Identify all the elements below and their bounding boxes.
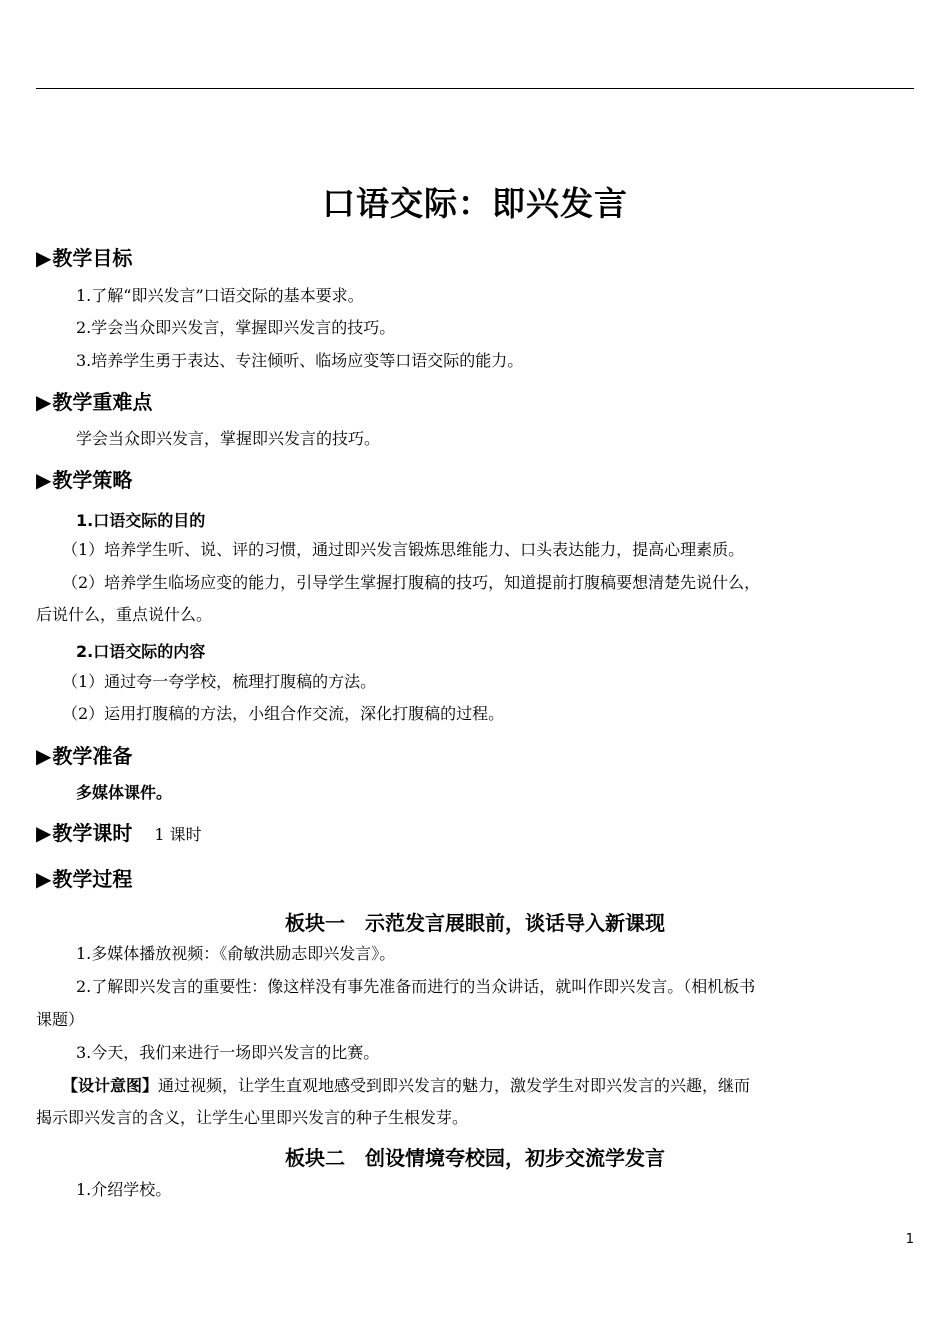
strategy-purpose-1: （1）培养学生听、说、评的习惯，通过即兴发言锻炼思维能力、口头表达能力，提高心理素质。	[62, 540, 745, 559]
heading-teaching-goals	[36, 242, 132, 271]
heading-key-points	[36, 386, 152, 415]
strategy-sub-heading-2: 2.口语交际的内容	[76, 642, 206, 661]
design-intent-text: 通过视频，让学生直观地感受到即兴发言的魅力，激发学生对即兴发言的兴趣，继而	[158, 1076, 751, 1095]
block1-line-3: 3.今天，我们来进行一场即兴发言的比赛。	[76, 1043, 380, 1062]
block1-line-2-cont: 课题）	[36, 1010, 85, 1029]
header-rule	[36, 88, 914, 89]
strategy-purpose-2: （2）培养学生临场应变的能力，引导学生掌握打腹稿的技巧，知道提前打腹稿要想清楚先说什么，	[62, 573, 761, 592]
page-number: 1	[905, 1232, 914, 1247]
block2-line-1: 1.介绍学校。	[76, 1180, 172, 1199]
triangle-marker-icon: ▶	[36, 867, 52, 891]
design-intent-line-2: 揭示即兴发言的含义，让学生心里即兴发言的种子生根发芽。	[36, 1108, 469, 1127]
triangle-marker-icon: ▶	[36, 246, 52, 270]
strategy-sub-heading-1: 1.口语交际的目的	[76, 511, 206, 530]
section-title-block-2: 板块二 创设情境夸校园，初步交流学发言	[285, 1146, 665, 1170]
triangle-marker-icon: ▶	[36, 390, 52, 414]
heading-text: 教学准备	[52, 744, 133, 768]
block1-line-2: 2.了解即兴发言的重要性：像这样没有事先准备而进行的当众讲话，就叫作即兴发言。（相机板书	[76, 977, 756, 996]
heading-text: 教学过程	[52, 867, 133, 891]
strategy-purpose-2-cont: 后说什么，重点说什么。	[36, 605, 213, 624]
heading-teaching-strategy	[36, 464, 132, 493]
triangle-marker-icon: ▶	[36, 821, 52, 845]
heading-teaching-process	[36, 863, 132, 892]
key-point-text: 学会当众即兴发言，掌握即兴发言的技巧。	[76, 429, 381, 448]
triangle-marker-icon: ▶	[36, 744, 52, 768]
goal-item-2: 2.学会当众即兴发言，掌握即兴发言的技巧。	[76, 318, 396, 337]
preparation-text: 多媒体课件。	[76, 783, 173, 802]
class-hours-value: 1 课时	[154, 825, 202, 844]
section-title-block-1: 板块一 示范发言展眼前，谈话导入新课现	[285, 911, 665, 935]
strategy-content-1: （1）通过夸一夸学校，梳理打腹稿的方法。	[62, 672, 377, 691]
design-intent-line-1	[62, 1076, 750, 1096]
heading-class-hours	[36, 817, 202, 846]
strategy-content-2: （2）运用打腹稿的方法，小组合作交流，深化打腹稿的过程。	[62, 704, 505, 723]
triangle-marker-icon: ▶	[36, 468, 52, 492]
heading-text: 教学策略	[52, 468, 133, 492]
goal-item-1: 1.了解“即兴发言”口语交际的基本要求。	[76, 286, 364, 305]
heading-text: 教学课时	[52, 821, 133, 845]
heading-text: 教学目标	[52, 246, 133, 270]
heading-teaching-preparation	[36, 740, 132, 769]
goal-item-3: 3.培养学生勇于表达、专注倾听、临场应变等口语交际的能力。	[76, 351, 524, 370]
heading-text: 教学重难点	[52, 390, 153, 414]
design-intent-label: 【设计意图】	[62, 1076, 159, 1095]
block1-line-1: 1.多媒体播放视频：《俞敏洪励志即兴发言》。	[76, 944, 396, 963]
document-title: 口语交际：即兴发言	[322, 184, 628, 223]
